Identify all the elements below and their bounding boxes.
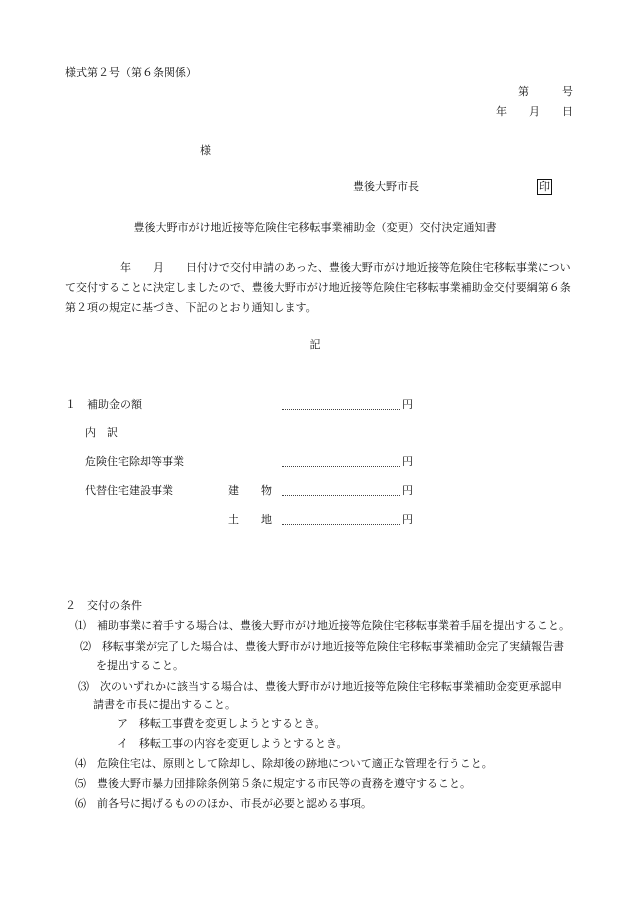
condition-item: ⑶ 次のいずれかに該当する場合は、豊後大野市がけ地近接等危険住宅移転事業補助金変更承認申: [78, 680, 562, 693]
building-amount-unit: 円: [402, 484, 413, 497]
condition-item: ⑸ 豊後大野市暴力団排除条例第５条に規定する市民等の責務を遵守すること。: [75, 777, 471, 790]
land-amount-unit: 円: [402, 513, 413, 526]
condition-item: ⑷ 危険住宅は、原則として除却し、除却後の跡地について適正な管理を行うこと。: [75, 757, 493, 770]
breakdown-label: 内 訳: [85, 426, 118, 439]
condition-subitem: イ 移転工事の内容を変更しようとするとき。: [117, 737, 348, 750]
date-line: 年 月 日: [496, 105, 573, 118]
document-title: 豊後大野市がけ地近接等危険住宅移転事業補助金（変更）交付決定通知書: [133, 221, 497, 234]
condition-subitem: ア 移転工事費を変更しようとするとき。: [117, 717, 326, 730]
condition-item-continuation: を提出すること。: [96, 659, 184, 672]
body-line: て交付することに決定しましたので、豊後大野市がけ地近接等危険住宅移転事業補助金交付要綱第６条: [65, 281, 571, 294]
subsidy-amount-heading: １ 補助金の額: [65, 398, 142, 411]
grant-conditions-heading: ２ 交付の条件: [65, 599, 142, 612]
ki-heading: 記: [309, 338, 321, 351]
demolition-label: 危険住宅除却等事業: [85, 455, 184, 468]
body-line: 第２項の規定に基づき、下記のとおり通知します。: [65, 301, 317, 314]
condition-item-continuation: 請書を市長に提出すること。: [93, 698, 236, 711]
form-label: 様式第２号（第６条関係）: [65, 66, 197, 79]
demolition-amount-unit: 円: [402, 455, 413, 468]
issuer-name: 豊後大野市長: [353, 180, 419, 193]
addressee-honorific: 様: [200, 144, 211, 157]
document-number-line: 第 号: [518, 85, 573, 98]
land-label: 土 地: [228, 513, 272, 526]
seal-stamp-box: 印: [539, 180, 550, 193]
condition-item: ⑴ 補助事業に着手する場合は、豊後大野市がけ地近接等危険住宅移転事業着手届を提出すること。: [75, 619, 570, 632]
building-label: 建 物: [228, 484, 272, 497]
body-line: 年 月 日付けで交付申請のあった、豊後大野市がけ地近接等危険住宅移転事業につい: [65, 261, 571, 274]
land-amount-blank: [282, 524, 400, 525]
condition-item: ⑹ 前各号に掲げるもののほか、市長が必要と認める事項。: [75, 797, 372, 810]
building-amount-blank: [282, 495, 400, 496]
subsidy-amount-unit: 円: [402, 398, 413, 411]
subsidy-amount-blank: [282, 409, 400, 410]
demolition-amount-blank: [282, 466, 400, 467]
condition-item: ⑵ 移転事業が完了した場合は、豊後大野市がけ地近接等危険住宅移転事業補助金完了実績報告書: [80, 640, 564, 653]
replacement-label: 代替住宅建設事業: [85, 484, 173, 497]
